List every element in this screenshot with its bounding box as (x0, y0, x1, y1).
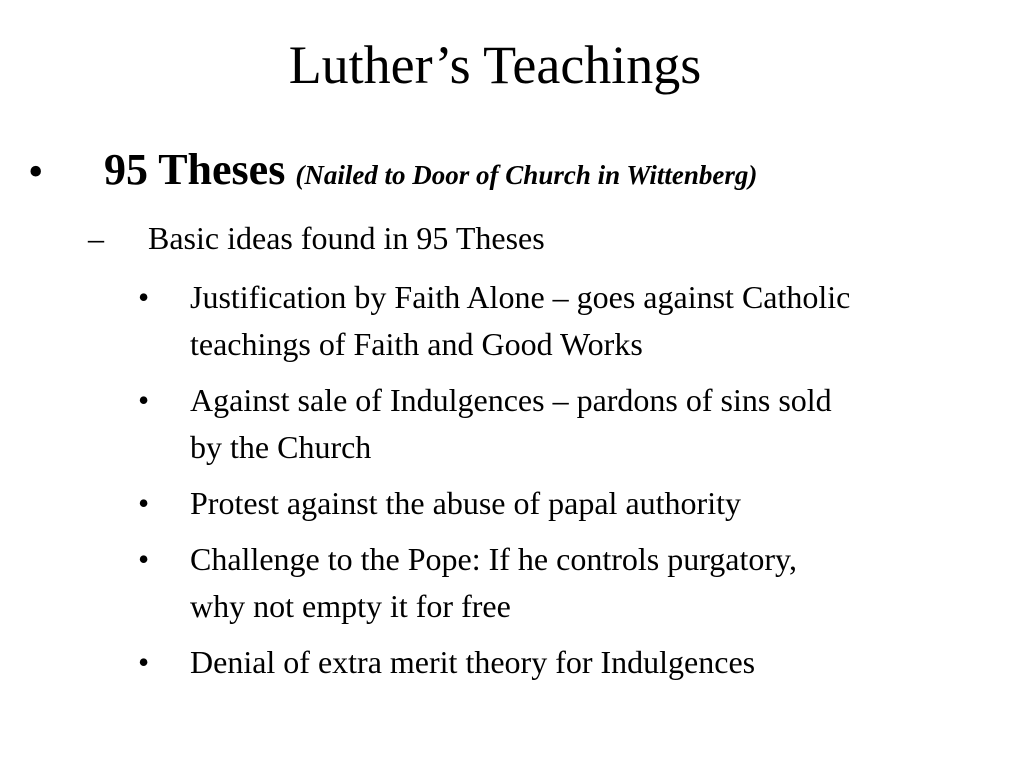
theses-points-list (0, 274, 1024, 695)
list-item-text (190, 639, 1018, 686)
text-line: teachings of Faith and Good Works (190, 326, 643, 362)
bullet-marker: • (138, 485, 150, 521)
list-item-text (190, 377, 1018, 471)
text-line: Justification by Faith Alone – goes against Catholic (190, 279, 851, 315)
list-item (0, 377, 1024, 471)
theses-note: (Nailed to Door of Church in Wittenberg) (295, 160, 758, 190)
dash-marker: – (88, 220, 104, 256)
text-line: by the Church (190, 429, 372, 465)
bullet-marker: • (138, 382, 150, 418)
text-line: Denial of extra merit theory for Indulgences (190, 644, 756, 680)
bullet-marker: • (138, 644, 150, 680)
list-item (0, 274, 1024, 368)
text-line: Against sale of Indulgences – pardons of sins sold (190, 382, 832, 418)
bullet-text (104, 142, 757, 203)
list-item (0, 639, 1024, 686)
text-line: Protest against the abuse of papal authority (190, 485, 741, 521)
list-item (0, 536, 1024, 630)
list-item-text (190, 480, 1018, 527)
sub-bullet-basic-ideas (0, 216, 1024, 262)
text-line: Challenge to the Pope: If he controls purgatory, (190, 541, 797, 577)
text-line: why not empty it for free (190, 588, 511, 624)
theses-heading: 95 Theses (104, 145, 286, 194)
list-item (0, 480, 1024, 527)
list-item-text (190, 536, 1018, 630)
bullet-marker: • (138, 279, 150, 315)
sub-bullet-text: Basic ideas found in 95 Theses (148, 220, 545, 256)
list-item-text (190, 274, 1018, 368)
bullet-95-theses (0, 140, 1024, 200)
slide-title: Luther’s Teachings (288, 35, 702, 95)
bullet-marker: • (28, 147, 44, 196)
bullet-marker: • (138, 541, 150, 577)
